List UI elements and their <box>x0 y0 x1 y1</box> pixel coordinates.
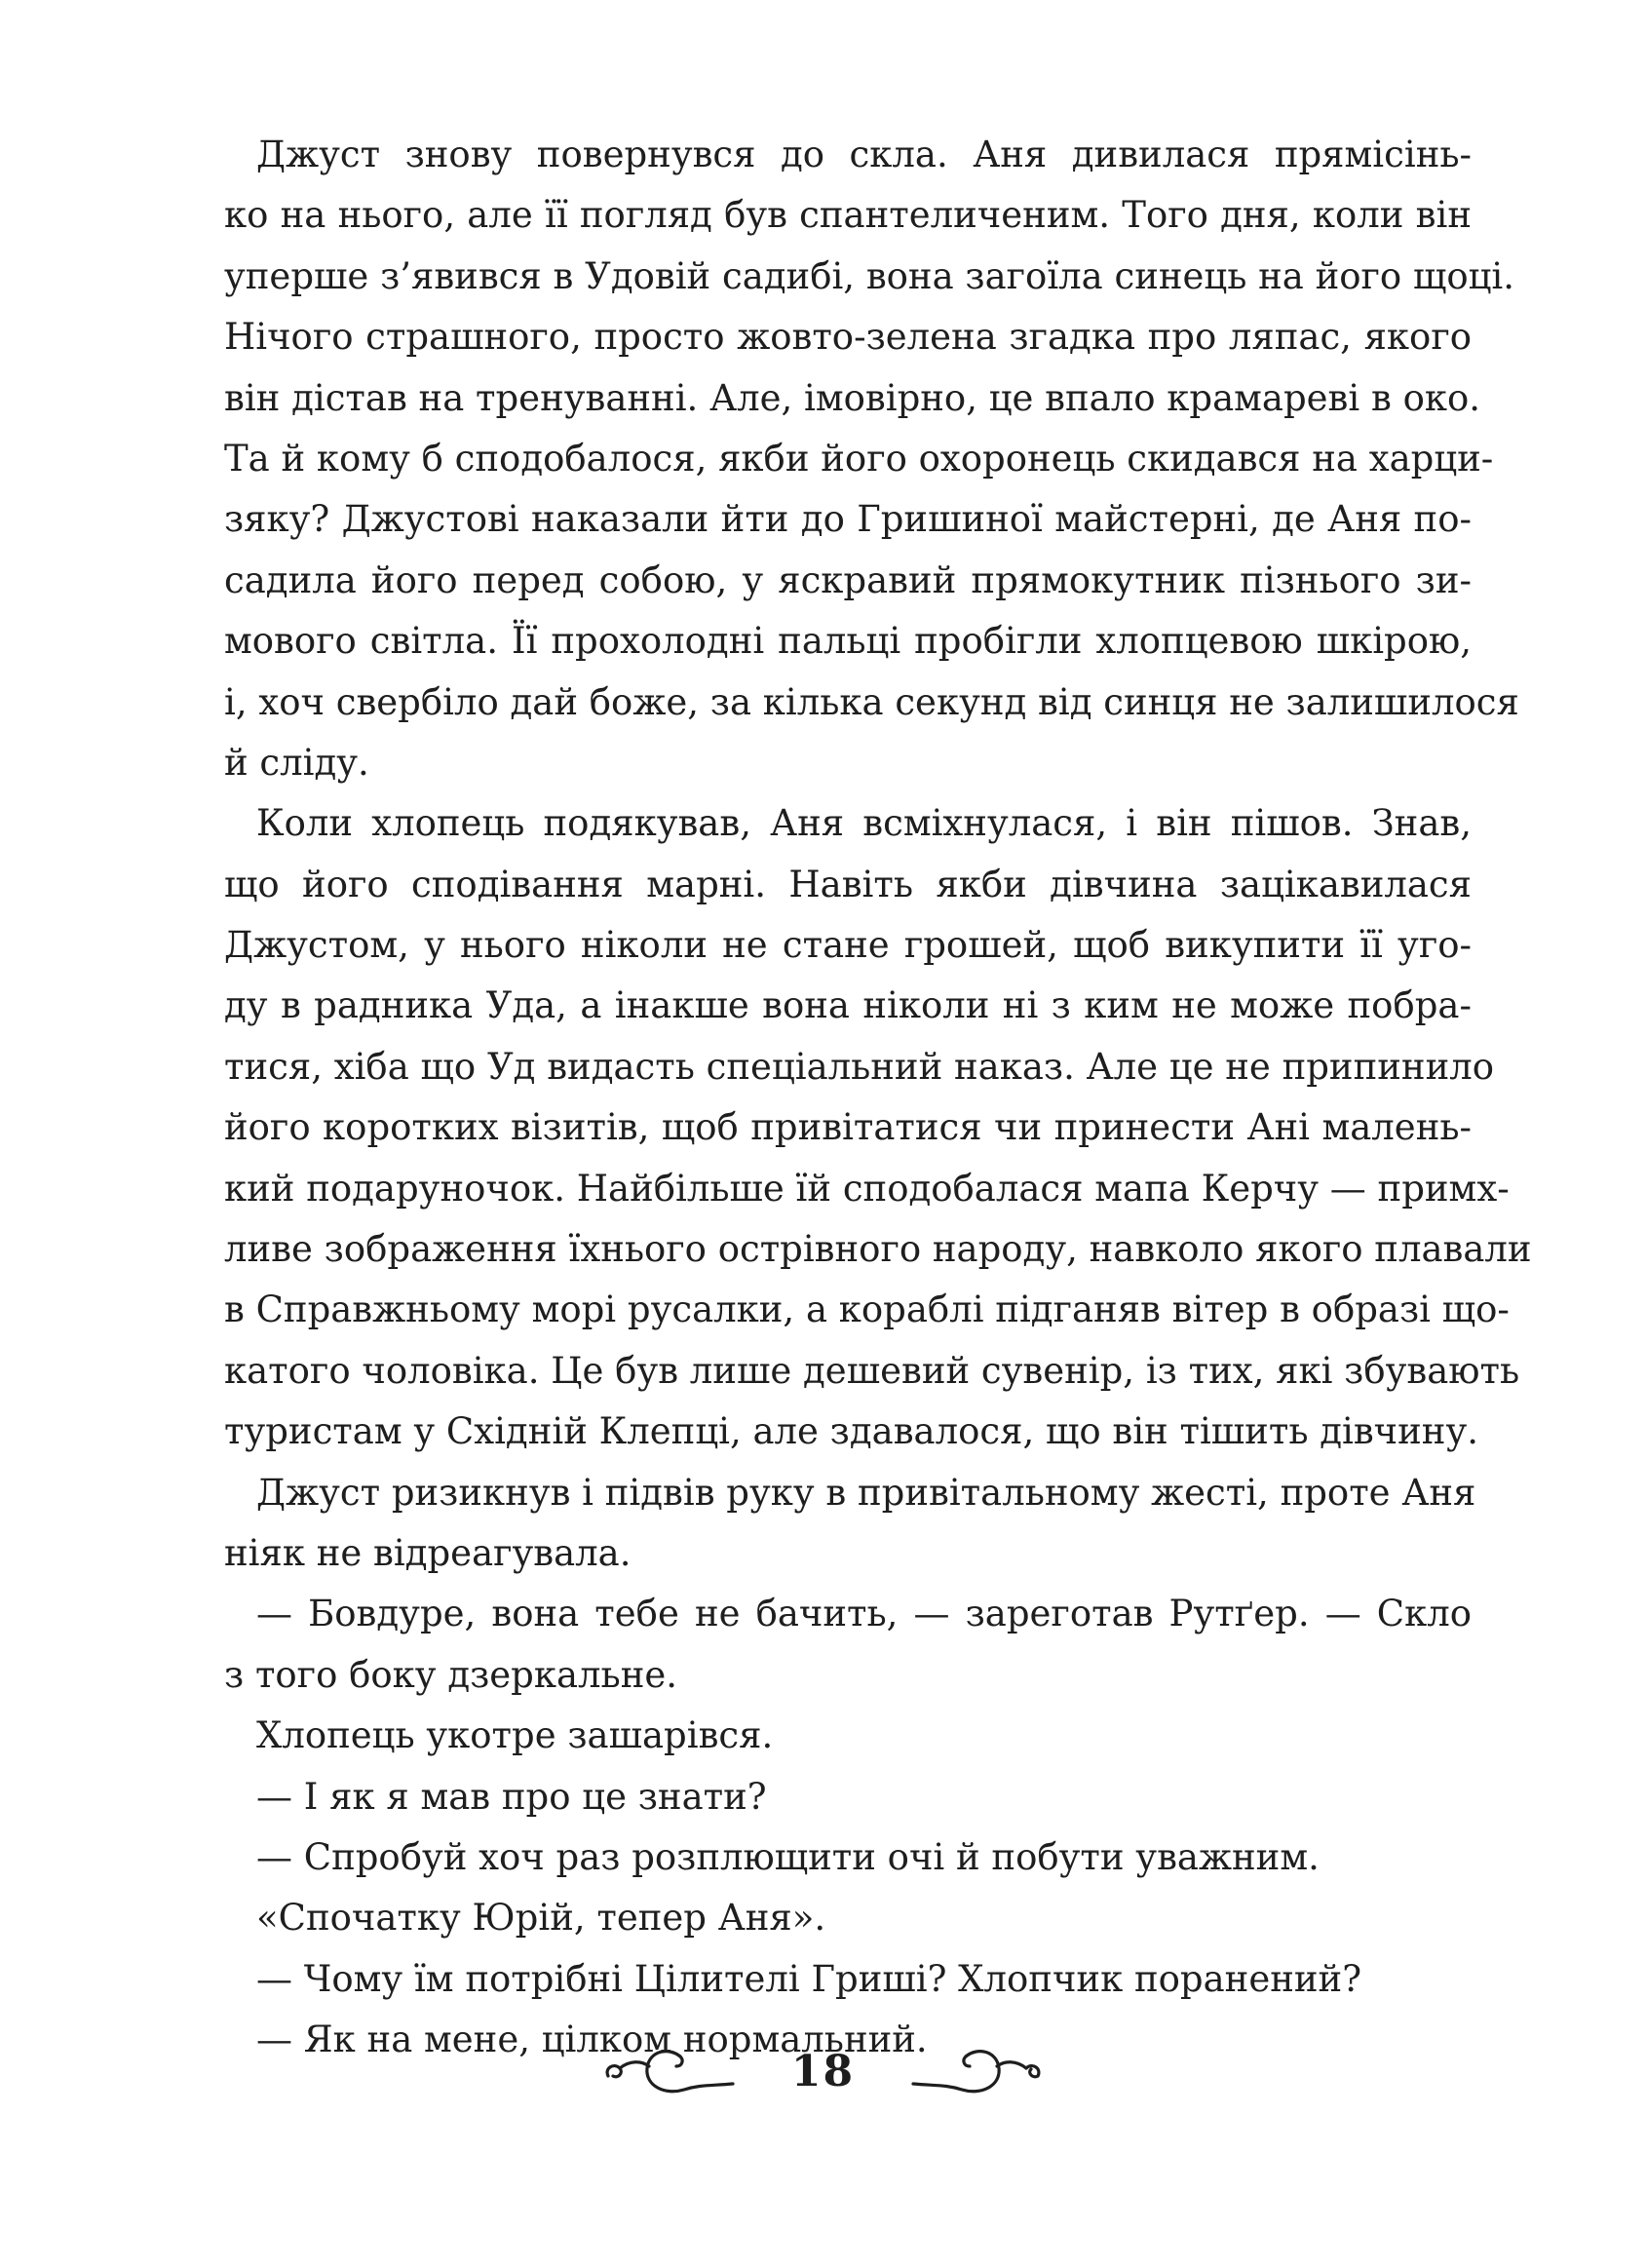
text-line: ду в радника Уда, а інакше вона ніколи ні з ким не може побра- <box>224 984 1472 1027</box>
text-line: мового світла. Її прохолодні пальці пробігли хлопцевою шкірою, <box>224 620 1472 663</box>
text-line: Джуст ризикнув і підвів руку в привітальному жесті, проте Аня <box>256 1471 1476 1514</box>
text-line: — І як я мав про це знати? <box>256 1775 767 1818</box>
text-line: ко на нього, але її погляд був спантеличеним. Того дня, коли він <box>224 194 1472 237</box>
text-line: — Як на мене, цілком нормальний. <box>256 2018 928 2061</box>
flourish-left-icon <box>596 2037 762 2105</box>
text-line: садила його перед собою, у яскравий прямокутник пізнього зи- <box>224 558 1472 601</box>
page-footer <box>0 2027 1646 2115</box>
text-line: Коли хлопець подякував, Аня всміхнулася, і він пішов. Знав, <box>256 802 1472 845</box>
text-line: його коротких візитів, щоб привітатися чи принести Ані малень- <box>224 1106 1472 1149</box>
text-line: в Справжньому морі русалки, а кораблі підганяв вітер в образі що- <box>224 1288 1510 1331</box>
text-line: туристам у Східній Клепці, але здавалося, що він тішить дівчину. <box>224 1410 1478 1453</box>
text-line: з того боку дзеркальне. <box>224 1653 678 1696</box>
flourish-right-icon <box>884 2037 1050 2105</box>
body-text <box>224 125 1532 2071</box>
text-line: кий подаруночок. Найбільше їй сподобалася мапа Керчу — примх- <box>224 1167 1510 1210</box>
text-line: ніяк не відреагувала. <box>224 1531 632 1574</box>
text-line: «Спочатку Юрій, тепер Аня». <box>256 1897 826 1940</box>
text-line: — Бовдуре, вона тебе не бачить, — зареготав Рутґер. — Скло <box>256 1593 1472 1635</box>
text-line: тися, хіба що Уд видасть спеціальний наказ. Але це не припинило <box>224 1045 1495 1088</box>
text-line: Джустом, у нього ніколи не стане грошей, щоб викупити її уго- <box>224 924 1472 967</box>
text-line: — Чому їм потрібні Цілителі Гриші? Хлопчик поранений? <box>256 1957 1362 2000</box>
text-line: Хлопець укотре зашарівся. <box>256 1714 774 1757</box>
text-line: він дістав на тренуванні. Але, імовірно, це впало крамареві в око. <box>224 376 1481 419</box>
text-line: ливе зображення їхнього острівного народу, навколо якого плавали <box>224 1228 1532 1271</box>
text-line: й сліду. <box>224 741 369 784</box>
text-line: — Спробуй хоч раз розплющити очі й побути уважним. <box>256 1835 1320 1878</box>
text-line: і, хоч свербіло дай боже, за кілька секунд від синця не залишилося <box>224 680 1519 723</box>
text-line: Та й кому б сподобалося, якби його охоронець скидався на харци- <box>224 437 1494 480</box>
text-line: катого чоловіка. Це був лише дешевий сувенір, із тих, які збувають <box>224 1349 1520 1392</box>
text-line: Нічого страшного, просто жовто-зелена згадка про ляпас, якого <box>224 316 1472 359</box>
text-line: що його сподівання марні. Навіть якби дівчина зацікавилася <box>224 863 1472 905</box>
text-line: зяку? Джустові наказали йти до Гришиної майстерні, де Аня по- <box>224 498 1472 541</box>
text-line: уперше з’явився в Удовій садибі, вона загоїла синець на його щоці. <box>224 254 1515 297</box>
text-line: Джуст знову повернувся до скла. Аня дивилася прямісінь- <box>256 134 1472 175</box>
page-number: 18 <box>790 2046 856 2096</box>
